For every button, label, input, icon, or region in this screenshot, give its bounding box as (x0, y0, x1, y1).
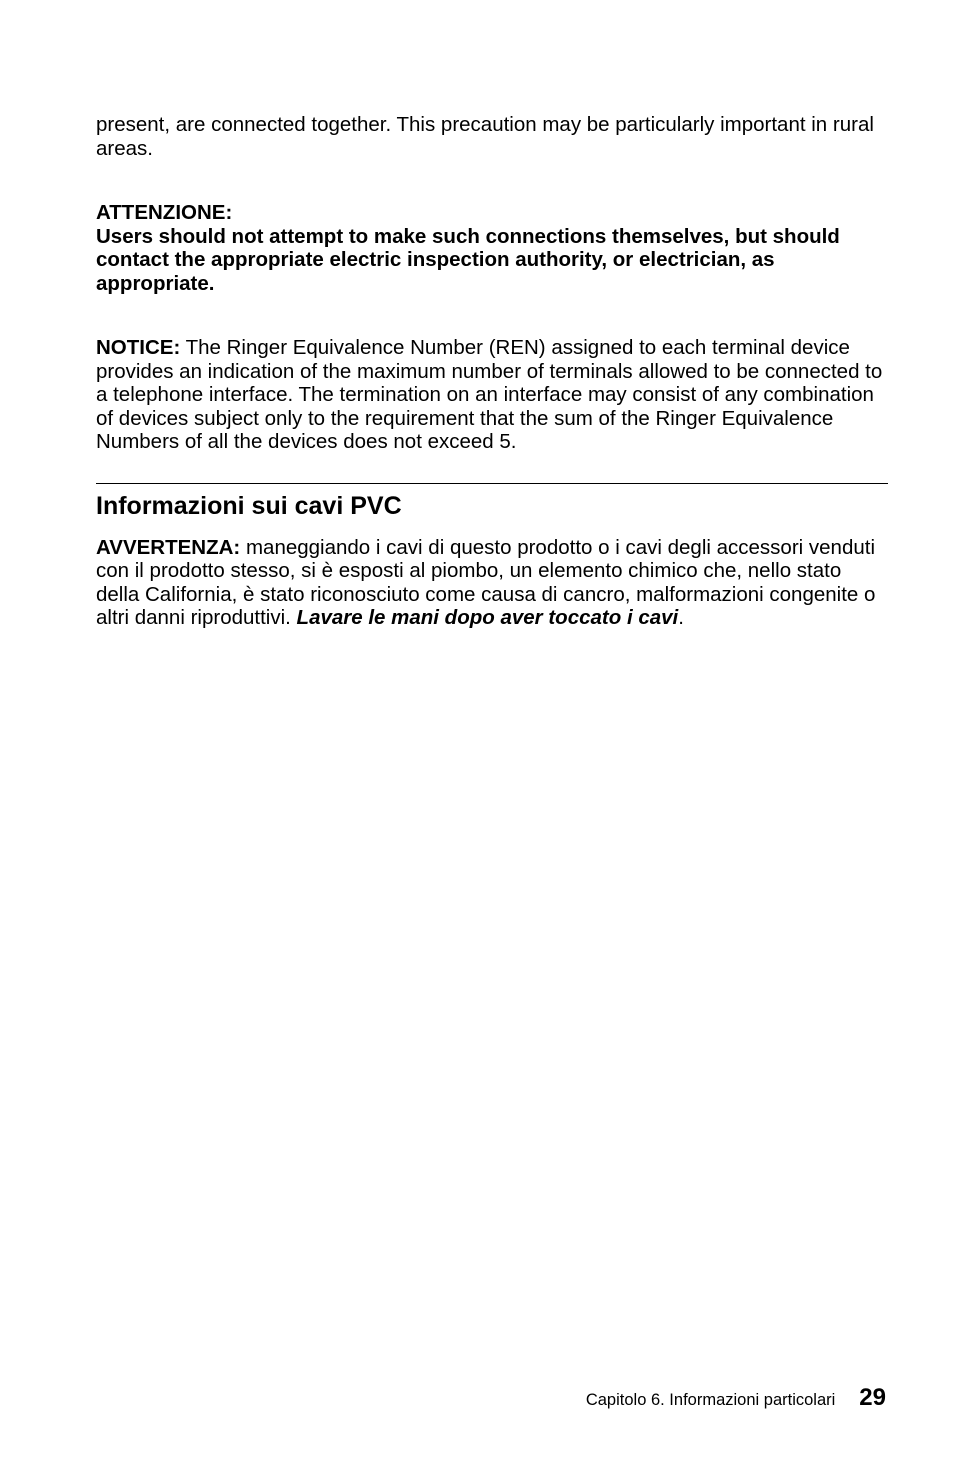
continued-paragraph: present, are connected together. This precaution may be particularly important in rural areas. (96, 113, 874, 160)
page-number: 29 (859, 1384, 886, 1411)
section-heading: Informazioni sui cavi PVC (96, 491, 402, 520)
page-footer (586, 1384, 886, 1412)
warning-label: AVVERTENZA: (96, 535, 241, 559)
caution-label: ATTENZIONE: (96, 201, 233, 224)
notice-text: The Ringer Equivalence Number (REN) assigned to each terminal device provides an indication of the maximum number of terminals allowed to be connected to a telephone interface. The termination on an interface may consist of any combination of devices subject only to the requirement that the sum of the Ringer Equivalence Numbers of all the devices does not exceed 5. (96, 336, 883, 453)
caution-text: Users should not attempt to make such connections themselves, but should contact the appropriate electric inspection authority, or electrician, as appropriate. (96, 224, 840, 295)
caution-block (96, 201, 888, 295)
page-content (96, 113, 888, 630)
warning-paragraph (96, 536, 888, 630)
warning-end: . (678, 606, 684, 629)
notice-paragraph (96, 336, 888, 454)
warning-text: maneggiando i cavi di questo prodotto o i cavi degli accessori venduti con il prodotto stesso, si è esposti al piombo, un elemento chimico che, nello stato della California, è stato riconosciuto come causa di cancro, malformazioni congenite o altri danni riproduttivi. (96, 535, 876, 629)
section-divider (96, 483, 888, 484)
footer-chapter: Capitolo 6. Informazioni particolari (585, 1391, 836, 1409)
notice-label: NOTICE: (96, 336, 181, 359)
warning-emphasis: Lavare le mani dopo aver toccato i cavi (296, 606, 679, 629)
